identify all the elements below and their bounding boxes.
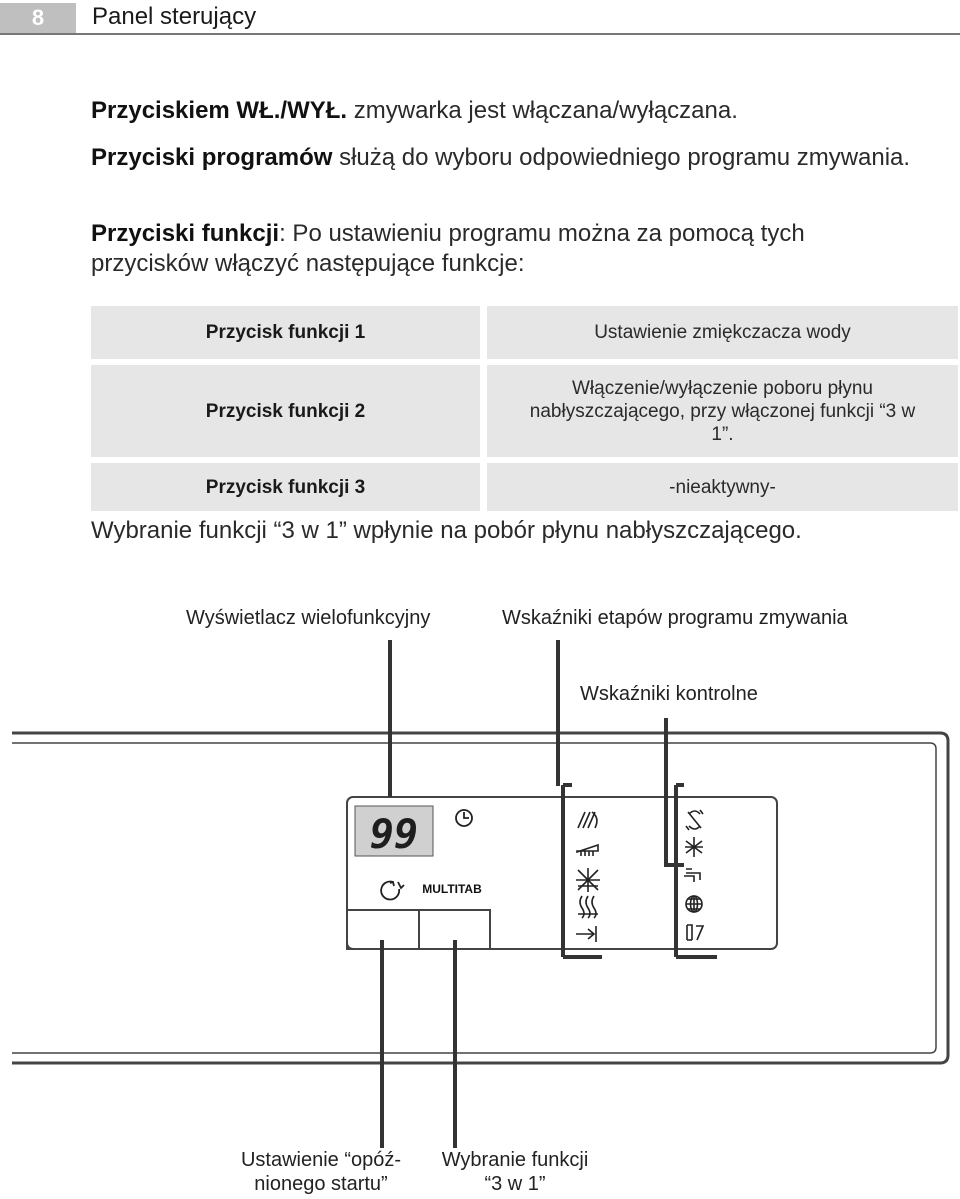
note-text: Wybranie funkcji “3 w 1” wpłynie na pobór płynu nabłyszczającego. (91, 517, 802, 544)
drying-icon (578, 896, 598, 918)
page-number: 8 (0, 3, 76, 33)
table-cell-button: Przycisk funkcji 3 (91, 463, 480, 511)
paragraph-programs-bold: Przyciski programów (91, 144, 333, 171)
section-title: Panel sterujący (92, 3, 257, 30)
water-tap-icon (684, 869, 700, 882)
clock-icon (456, 810, 472, 826)
display-value: 99 (369, 812, 419, 858)
door-icon (687, 925, 703, 940)
end-icon (576, 926, 596, 942)
sphere-icon (686, 896, 702, 912)
table-cell-button: Przycisk funkcji 1 (91, 306, 480, 359)
table-cell-description: Włączenie/wyłączenie poboru płynu nabłyszczającego, przy włączonej funkcji “3 w 1”. (487, 365, 958, 457)
paragraph-functions-bold: Przyciski funkcji (91, 220, 280, 247)
prewash-icon (578, 812, 597, 828)
label-delay-line2: nionego startu” (254, 1173, 388, 1195)
multifunction-display (355, 806, 433, 858)
label-stage-indicators: Wskaźniki etapów programu zmywania (502, 607, 848, 629)
table-cell-button: Przycisk funkcji 2 (91, 365, 480, 457)
rinse-icon (576, 868, 600, 892)
paragraph-functions-text: : Po ustawieniu programu można za pomocą tych przycisków włączyć następujące funkcje: (91, 220, 805, 277)
panel-frame (12, 733, 948, 1063)
main-wash-icon (577, 845, 598, 856)
paragraph-onoff-bold: Przyciskiem WŁ./WYŁ. (91, 97, 348, 124)
label-control-indicators: Wskaźniki kontrolne (580, 683, 758, 705)
paragraph-programs-text: służą do wyboru odpowiedniego programu zmywania. (332, 144, 911, 171)
label-func-line2: “3 w 1” (484, 1173, 546, 1195)
paragraph-onoff-text: zmywarka jest włączana/wyłączana. (347, 97, 738, 124)
table-cell-description: -nieaktywny- (487, 463, 958, 511)
delay-start-icon (381, 882, 404, 900)
salt-icon (686, 810, 703, 830)
label-func-line1: Wybranie funkcji (441, 1149, 589, 1171)
rinse-aid-icon (685, 837, 703, 857)
table-cell-description: Ustawienie zmiękczacza wody (487, 306, 958, 359)
label-multifunction-display: Wyświetlacz wielofunkcyjny (186, 607, 431, 629)
label-delay-line1: Ustawienie “opóź- (240, 1149, 402, 1171)
multitab-label: MULTITAB (422, 882, 482, 896)
